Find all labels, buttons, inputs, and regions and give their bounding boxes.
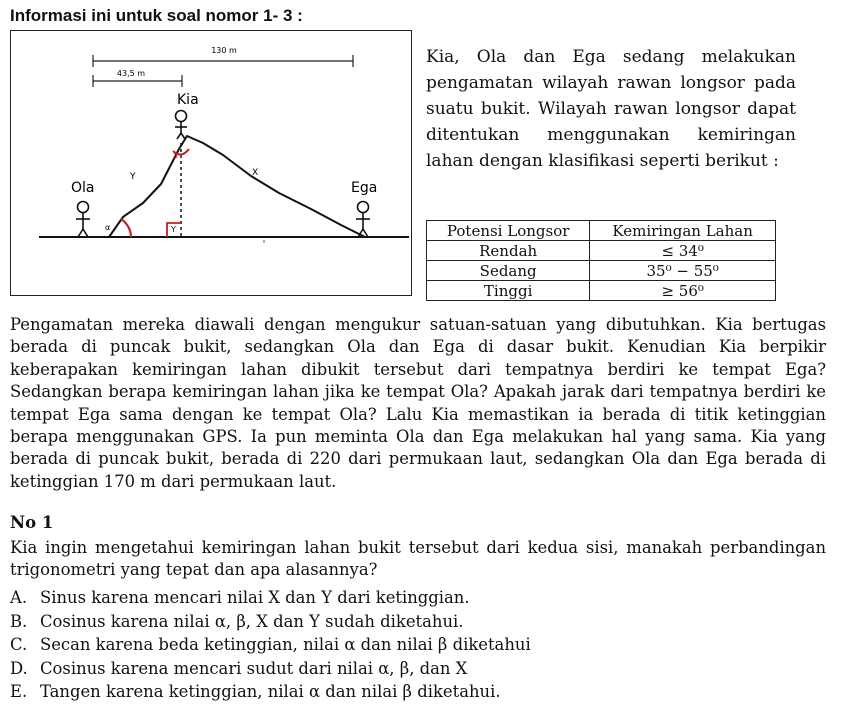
table-header-row bbox=[427, 221, 776, 241]
hill-illustration bbox=[10, 30, 412, 296]
hill-diagram bbox=[11, 31, 411, 295]
label-y-side: Y bbox=[130, 172, 136, 182]
table-row bbox=[427, 241, 776, 261]
hill-outline bbox=[109, 136, 365, 237]
label-ega: Ega bbox=[351, 180, 378, 196]
table-cell: Rendah bbox=[427, 241, 590, 261]
label-beta: β bbox=[174, 153, 178, 160]
option-text: Cosinus karena mencari sudut dari nilai α, β, dan X bbox=[40, 658, 468, 678]
option-text: Secan karena beda ketinggian, nilai α dan nilai β diketahui bbox=[40, 635, 531, 654]
kia-figure bbox=[175, 111, 187, 140]
question-text: Kia ingin mengetahui kemiringan lahan bukit tersebut dari kedua sisi, manakah perbandingan trigonometri yang tepat dan apa alasannya? bbox=[10, 538, 826, 580]
table-cell: ≥ 56⁰ bbox=[590, 281, 776, 301]
table-cell: Tinggi bbox=[427, 281, 590, 301]
option-letter: B. bbox=[10, 611, 28, 631]
option-text: Tangen karena ketinggian, nilai α dan nilai β diketahui. bbox=[40, 682, 501, 701]
option-text: Cosinus karena nilai α, β, X dan Y sudah diketahui. bbox=[40, 611, 464, 631]
section-heading: Informasi ini untuk soal nomor 1- 3 : bbox=[10, 6, 303, 25]
label-130m: 130 m bbox=[211, 46, 237, 55]
ega-figure bbox=[356, 202, 370, 238]
table-header-cell: Potensi Longsor bbox=[427, 221, 590, 241]
table-cell: 35⁰ − 55⁰ bbox=[590, 261, 776, 281]
slope-classification-table bbox=[426, 220, 776, 301]
option-letter: E. bbox=[10, 682, 28, 701]
label-ola: Ola bbox=[71, 180, 95, 196]
table-row bbox=[427, 261, 776, 281]
answer-options bbox=[10, 586, 531, 704]
option-e[interactable] bbox=[10, 680, 531, 704]
label-alpha: α bbox=[105, 223, 111, 232]
table-row bbox=[427, 281, 776, 301]
table-cell: Sedang bbox=[427, 261, 590, 281]
question-number: No 1 bbox=[10, 513, 54, 532]
table-header-cell: Kemiringan Lahan bbox=[590, 221, 776, 241]
ola-figure bbox=[76, 202, 90, 238]
option-letter: C. bbox=[10, 635, 28, 654]
table-cell: ≤ 34⁰ bbox=[590, 241, 776, 261]
option-b[interactable] bbox=[10, 610, 531, 634]
option-d[interactable] bbox=[10, 657, 531, 681]
label-y-small: Y bbox=[171, 225, 176, 234]
label-43-5m: 43,5 m bbox=[116, 69, 146, 78]
observation-paragraph: Pengamatan mereka diawali dengan mengukur satuan-satuan yang dibutuhkan. Kia bertugas berada di puncak bukit, sedangkan Ola dan Ega di dasar bukit. Kenudian Kia berpikir keberapakan kemiringan lahan dibukit tersebut dari tempatnya berdiri ke tempat Ega? Sedangkan berapa kemiringan lahan jika ke tempat Ola? Apakah jarak dari tempatnya berdiri ke tempat Ega sama dengan ke tempat Ola? Lalu Kia memastikan ia berada di titik ketinggian berapa menggunakan GPS. Ia pun meminta Ola dan Ega melakukan hal yang sama. Kia yang berada di puncak bukit, berada di 220 dari permukaan laut, sedangkan Ola dan Ega berada di ketinggian 170 m dari permukaan laut. bbox=[10, 315, 826, 491]
option-letter: A. bbox=[10, 588, 28, 607]
intro-text: Kia, Ola dan Ega sedang melakukan pengamatan wilayah rawan longsor pada suatu bukit. Wilayah rawan longsor dapat ditentukan menggunakan kemiringan lahan dengan klasifikasi seperti berikut : bbox=[426, 47, 796, 171]
label-x: X bbox=[252, 168, 259, 178]
label-kia: Kia bbox=[177, 92, 199, 108]
option-text: Sinus karena mencari nilai X dan Y dari ketinggian. bbox=[40, 588, 470, 607]
alpha-arc bbox=[121, 219, 131, 237]
option-letter: D. bbox=[10, 658, 28, 678]
option-c[interactable] bbox=[10, 633, 531, 657]
option-a[interactable] bbox=[10, 586, 531, 610]
